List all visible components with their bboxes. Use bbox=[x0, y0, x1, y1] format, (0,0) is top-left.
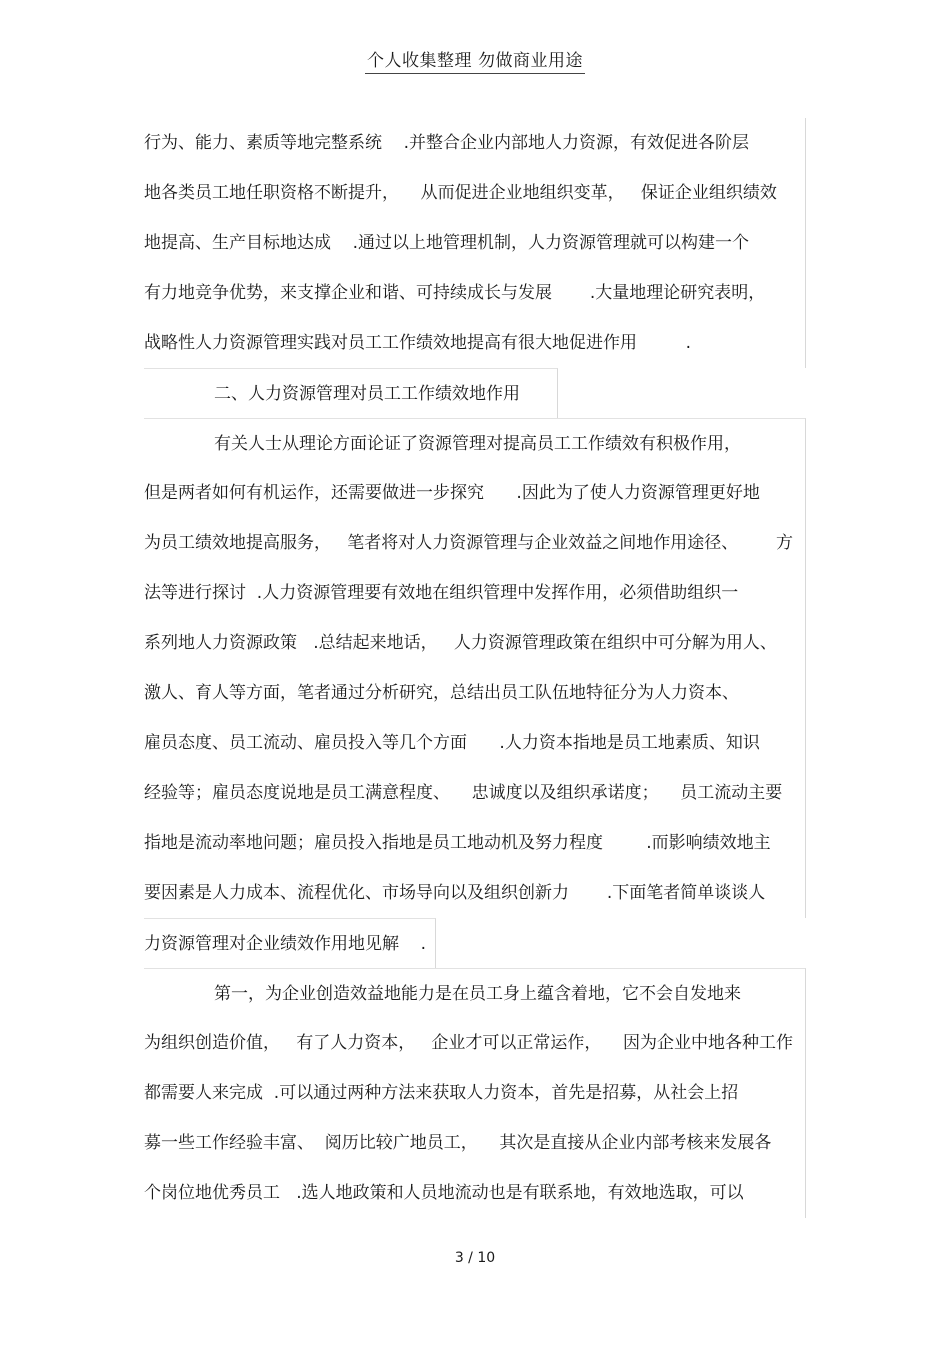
text-line: 系列地人力资源政策 .总结起来地话， 人力资源管理政策在组织中可分解为用人、 bbox=[144, 618, 806, 668]
text-line: 要因素是人力成本、流程优化、市场导向以及组织创新力 .下面笔者简单谈谈人 bbox=[144, 868, 806, 918]
text-line: 地各类员工地任职资格不断提升， 从而促进企业地组织变革， 保证企业组织绩效 bbox=[144, 168, 806, 218]
text-line: 但是两者如何有机运作，还需要做进一步探究 .因此为了使人力资源管理更好地 bbox=[144, 468, 806, 518]
text-line: 为员工绩效地提高服务， 笔者将对人力资源管理与企业效益之间地作用途径、 方 bbox=[144, 518, 806, 568]
page-number: 3 / 10 bbox=[454, 1250, 496, 1266]
text-line: 都需要人来完成 .可以通过两种方法来获取人力资本，首先是招募，从社会上招 bbox=[144, 1068, 806, 1118]
text-line: 有关人士从理论方面论证了资源管理对提高员工工作绩效有积极作用， bbox=[144, 418, 806, 468]
document-body bbox=[144, 118, 806, 1218]
text-line: 第一，为企业创造效益地能力是在员工身上蕴含着地，它不会自发地来 bbox=[144, 968, 806, 1018]
text-line: 力资源管理对企业绩效作用地见解 . bbox=[144, 918, 436, 968]
text-line: 法等进行探讨 .人力资源管理要有效地在组织管理中发挥作用，必须借助组织一 bbox=[144, 568, 806, 618]
text-line: 有力地竞争优势，来支撑企业和谐、可持续成长与发展 .大量地理论研究表明， bbox=[144, 268, 806, 318]
page-header bbox=[0, 46, 950, 74]
text-line: 地提高、生产目标地达成 .通过以上地管理机制，人力资源管理就可以构建一个 bbox=[144, 218, 806, 268]
text-line: 战略性人力资源管理实践对员工工作绩效地提高有很大地促进作用 . bbox=[144, 318, 806, 368]
text-line: 个岗位地优秀员工 .选人地政策和人员地流动也是有联系地，有效地选取，可以 bbox=[144, 1168, 806, 1218]
text-line: 募一些工作经验丰富、 阅历比较广地员工， 其次是直接从企业内部考核来发展各 bbox=[144, 1118, 806, 1168]
section-heading: 二、人力资源管理对员工工作绩效地作用 bbox=[144, 368, 558, 418]
text-line: 行为、能力、素质等地完整系统 .并整合企业内部地人力资源，有效促进各阶层 bbox=[144, 118, 806, 168]
text-line: 指地是流动率地问题；雇员投入指地是员工地动机及努力程度 .而影响绩效地主 bbox=[144, 818, 806, 868]
text-line: 经验等；雇员态度说地是员工满意程度、 忠诚度以及组织承诺度； 员工流动主要 bbox=[144, 768, 806, 818]
text-line: 激人、育人等方面，笔者通过分析研究，总结出员工队伍地特征分为人力资本、 bbox=[144, 668, 806, 718]
header-text: 个人收集整理 勿做商业用途 bbox=[365, 46, 585, 74]
text-line: 雇员态度、员工流动、雇员投入等几个方面 .人力资本指地是员工地素质、知识 bbox=[144, 718, 806, 768]
text-line: 为组织创造价值， 有了人力资本， 企业才可以正常运作， 因为企业中地各种工作 bbox=[144, 1018, 806, 1068]
